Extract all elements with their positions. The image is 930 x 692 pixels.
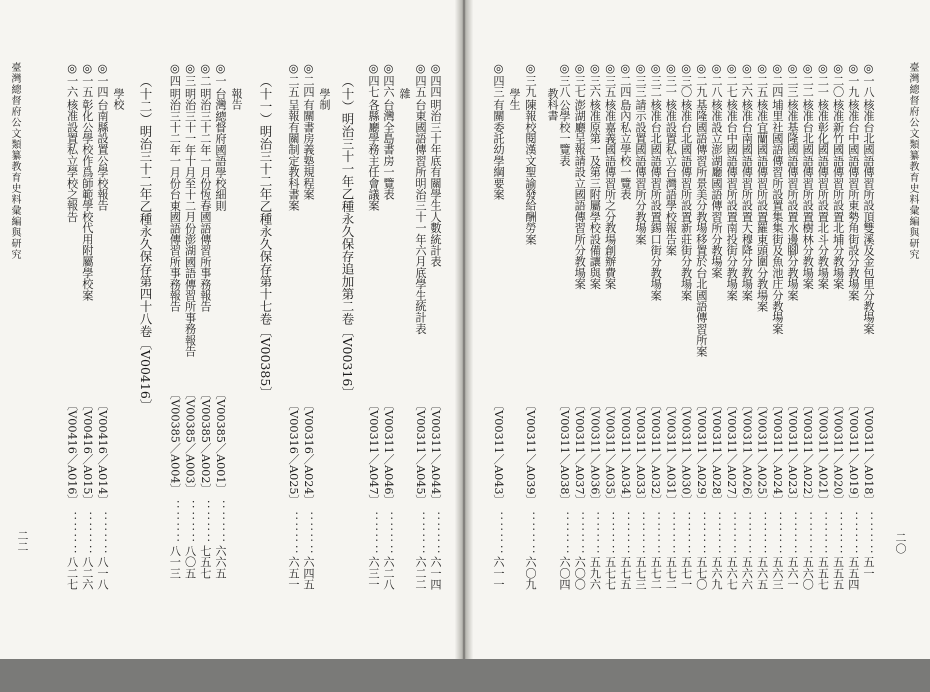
entry-code: 〔V00311／A032〕 xyxy=(649,399,663,507)
entry-code: 〔V00311／A025〕 xyxy=(755,399,769,507)
entry-number: ◎三八 xyxy=(558,62,571,98)
running-head-left: 臺灣總督府公文類纂教育史料彙編與研究 xyxy=(9,62,20,260)
volume-heading-10: （十）明治三十一年乙種永久保存追加第二卷〔V00316〕 xyxy=(340,75,355,399)
entry-page: ：：：：五一 xyxy=(862,511,875,579)
entry-title: 核准設立澎湖廳國語傳習所分教場案 xyxy=(710,99,723,279)
entry-page: ：：：：五七七 xyxy=(603,511,617,590)
entry-number: ◎二四 xyxy=(302,62,315,98)
entry-code: 〔V00311／A018〕 xyxy=(862,399,875,507)
entry-page: ：：：：六一四 xyxy=(429,511,442,590)
entry-number: ◎四六 xyxy=(382,62,395,98)
toc-entry xyxy=(382,62,394,692)
running-head-right: 臺灣總督府公文類纂教育史料彙編與研究 xyxy=(907,62,918,260)
entry-title: 台灣總督府國語學校細則 xyxy=(214,88,227,212)
toc-entry xyxy=(710,62,722,692)
section-heading-schools: 學校 xyxy=(112,88,125,110)
toc-entry xyxy=(756,62,768,692)
entry-code: 〔V00416／A014〕 xyxy=(96,399,109,507)
section-heading-textbooks: 教科書 xyxy=(546,88,559,121)
entry-number: ◎二 xyxy=(198,62,212,87)
entry-page: ：：：：五九六 xyxy=(588,511,602,590)
entry-code: 〔V00311／A029〕 xyxy=(694,399,708,507)
section-heading-school-system: 學制 xyxy=(318,88,331,110)
entry-number: ◎三 xyxy=(183,62,197,87)
entry-number: ◎四三 xyxy=(492,62,505,98)
toc-entry xyxy=(81,62,93,692)
entry-number: ◎一九 xyxy=(846,62,860,98)
entry-code: 〔V00311／A045〕 xyxy=(414,399,427,507)
entry-title: 明治三十二年一月份恆春國語傳習所事務報告 xyxy=(198,88,212,313)
entry-title: 核准台中國語傳習所設置南投街分教場案 xyxy=(725,99,739,302)
entry-number: ◎二五 xyxy=(755,62,769,98)
entry-page: ：：：：五六三 xyxy=(770,511,784,590)
entry-code: 〔V00311／A030〕 xyxy=(679,399,693,507)
entry-page: ：：：：六四五 xyxy=(302,511,315,590)
toc-entry xyxy=(740,62,752,692)
entry-number: ◎三六 xyxy=(588,62,602,98)
page-number-left: 二二 xyxy=(16,530,29,552)
entry-page: ：：：：八二六 xyxy=(80,511,94,590)
entry-code: 〔V00311／A033〕 xyxy=(634,399,647,507)
entry-code: 〔V00311／A031〕 xyxy=(664,399,678,507)
entry-title: 核准基隆國語傳習所設置水邊腳分教場案 xyxy=(786,99,799,302)
entry-number: ◎一四 xyxy=(96,62,109,98)
toc-entry xyxy=(664,62,676,692)
toc-entry xyxy=(771,62,783,692)
entry-number: ◎三七 xyxy=(573,62,587,98)
entry-number: ◎一八 xyxy=(862,62,875,98)
entry-page: ：：：：五五七 xyxy=(816,511,830,590)
entry-title: 島內私立學校一覽表 xyxy=(618,99,632,201)
entry-title: 核准台北國語傳習所設置樹林分教場案 xyxy=(801,99,815,290)
entry-code: 〔V00311／A019〕 xyxy=(846,399,860,507)
entry-code: 〔V00311／A039〕 xyxy=(524,399,537,507)
entry-number: ◎二四 xyxy=(618,62,632,98)
toc-entry xyxy=(558,62,570,692)
entry-page: ：：：：五六五 xyxy=(755,511,769,590)
entry-number: ◎四五 xyxy=(414,62,427,98)
entry-code: 〔V00311／A023〕 xyxy=(786,399,799,507)
toc-entry xyxy=(725,62,737,692)
entry-title: 核准宜蘭國語傳習所設置羅東頭圍分教場案 xyxy=(755,99,769,313)
entry-title: 埔里社國語傳習所設置集集街及魚池庄分教場案 xyxy=(770,99,784,335)
toc-entry xyxy=(367,62,379,692)
toc-entry xyxy=(847,62,859,692)
entry-code: 〔V00311／A038〕 xyxy=(558,399,571,507)
entry-number: ◎三九 xyxy=(524,62,537,98)
entry-page: ：：：：七五七 xyxy=(198,500,212,579)
entry-code: 〔V00311／A044〕 xyxy=(429,399,442,507)
toc-entry xyxy=(199,62,211,692)
toc-entry xyxy=(680,62,692,692)
volume-heading-12: （十二）明治三十二年乙種永久保存第四十八卷〔V00416〕 xyxy=(138,75,153,412)
entry-code: 〔V00311／A035〕 xyxy=(603,399,617,507)
entry-page: ：：：：八二七 xyxy=(65,511,79,590)
entry-title: 核准彰化國語傳習所設置北斗分教場案 xyxy=(816,99,830,290)
entry-number: ◎二七 xyxy=(725,62,739,98)
toc-entry xyxy=(287,62,299,692)
entry-number: ◎三三 xyxy=(634,62,647,98)
entry-title: 核准新竹國語傳習所設置北埔分教場案 xyxy=(831,99,845,290)
entry-title: 核准台北國語傳習所設置新莊街分教場案 xyxy=(679,99,693,302)
entry-title: 核准台北國語傳習所設頂雙溪及金包里分教場案 xyxy=(862,99,875,335)
toc-entry xyxy=(184,62,196,692)
entry-page: ：：：：六二二 xyxy=(414,511,427,590)
toc-entry xyxy=(96,62,108,692)
entry-code: 〔V00311／A036〕 xyxy=(588,399,602,507)
section-heading-misc: 雜 xyxy=(398,88,411,99)
entry-title: 核准台中國語傳習所東勢角街設分教場案 xyxy=(846,99,860,302)
entry-page: ：：：：五六〇 xyxy=(801,511,815,590)
toc-entry xyxy=(695,62,707,692)
entry-number: ◎二四 xyxy=(770,62,784,98)
entry-page: ：：：：八一八 xyxy=(96,511,109,590)
entry-code: 〔V00316／A024〕 xyxy=(302,399,315,507)
entry-title: 台灣全島書房一覽表 xyxy=(382,99,395,201)
toc-entry xyxy=(573,62,585,692)
toc-entry xyxy=(816,62,828,692)
entry-title: 明治三十年底有關學生人數統計表 xyxy=(429,99,442,268)
entry-title: 陳報校閱漢文聖諭發給酬勞案 xyxy=(524,99,537,246)
entry-code: 〔V00316／A025〕 xyxy=(287,399,300,507)
entry-number: ◎三二 xyxy=(649,62,663,98)
entry-number: ◎二二 xyxy=(801,62,815,98)
toc-entry xyxy=(168,62,180,692)
entry-page: ：：：：六〇九 xyxy=(524,511,537,590)
entry-title: 核准台南國語傳習所設置大穆降分教場案 xyxy=(740,99,754,302)
entry-title: 核准設置私立學校之報告 xyxy=(65,99,79,223)
entry-title: 彰化公學校作爲師範學校代用附屬學校案 xyxy=(80,99,94,302)
entry-page: ：：：：八一三 xyxy=(168,500,182,579)
toc-entry xyxy=(524,62,536,692)
entry-code: 〔V00311／A022〕 xyxy=(801,399,815,507)
entry-page: ：：：：五五四 xyxy=(846,511,860,590)
entry-title: 公學校一覽表 xyxy=(558,99,571,167)
toc-entry xyxy=(634,62,646,692)
entry-number: ◎一 xyxy=(214,62,227,87)
toc-entry xyxy=(619,62,631,692)
entry-code: 〔V00311／A028〕 xyxy=(710,399,723,507)
entry-title: 核准嘉義國語傳習所之分教場創辦費案 xyxy=(603,99,617,290)
entry-title: 核准台北國語傳習所設置錫口街分教場案 xyxy=(649,99,663,302)
entry-page: ：：：：六一一 xyxy=(492,511,505,590)
entry-code: 〔V00385／A004〕 xyxy=(168,388,182,495)
entry-title: 核准設置私立台灣語學校報告案 xyxy=(664,99,678,257)
page-number-right: 二〇 xyxy=(894,532,907,554)
entry-page: ：：：：六〇四 xyxy=(558,511,571,590)
entry-number: ◎二八 xyxy=(710,62,723,98)
entry-number: ◎四 xyxy=(168,62,182,87)
entry-title: 澎湖廳呈報請設立國語傳習所分教場案 xyxy=(573,99,587,290)
entry-number: ◎二六 xyxy=(740,62,754,98)
entry-number: ◎二九 xyxy=(694,62,708,98)
entry-page: ：：：：八〇五 xyxy=(183,500,197,579)
entry-page: ：：：：六五一 xyxy=(287,511,300,590)
toc-entry xyxy=(66,62,78,692)
entry-title: 明治三十二年一月份台東國語傳習所事務報告 xyxy=(168,88,182,313)
entry-code: 〔V00416／A015〕 xyxy=(80,399,94,507)
entry-page: ：：：：五七二 xyxy=(664,511,678,590)
entry-number: ◎二五 xyxy=(287,62,300,98)
entry-code: 〔V00311／A021〕 xyxy=(816,399,830,507)
entry-page: ：：：：五七三 xyxy=(634,511,647,590)
entry-page: ：：：：六二八 xyxy=(382,511,395,590)
entry-number: ◎三一 xyxy=(664,62,678,98)
toc-entry xyxy=(801,62,813,692)
entry-code: 〔V00311／A047〕 xyxy=(367,399,380,507)
entry-title: 呈報有關制定教科書案 xyxy=(287,99,300,212)
entry-page: ：：：：五七〇 xyxy=(694,511,708,590)
entry-title: 明治三十一年十月至十二月份澎湖國語傳習所事務報告 xyxy=(183,88,197,358)
entry-page: ：：：：六三一 xyxy=(367,511,380,590)
entry-page: ：：：：五五五 xyxy=(831,511,845,590)
toc-entry xyxy=(492,62,504,692)
entry-title: 台南縣設置公學校報告 xyxy=(96,99,109,212)
entry-code: 〔V00416／A016〕 xyxy=(65,399,79,507)
entry-code: 〔V00311／A024〕 xyxy=(770,399,784,507)
entry-code: 〔V00311／A037〕 xyxy=(573,399,587,507)
entry-title: 有關書房義塾規程案 xyxy=(302,99,315,201)
entry-page: ：：：：六六五 xyxy=(214,500,227,579)
toc-entry xyxy=(429,62,441,692)
toc-entry xyxy=(786,62,798,692)
entry-title: 台東國語傳習所明治三十一年六月底學生統計表 xyxy=(414,99,427,335)
toc-entry xyxy=(214,62,226,692)
entry-number: ◎二〇 xyxy=(831,62,845,98)
entry-number: ◎二三 xyxy=(786,62,799,98)
entry-code: 〔V00311／A020〕 xyxy=(831,399,845,507)
section-heading-reports: 報告 xyxy=(230,88,243,110)
entry-code: 〔V00385／A003〕 xyxy=(183,388,197,495)
entry-code: 〔V00311／A034〕 xyxy=(618,399,632,507)
toc-entry xyxy=(649,62,661,692)
entry-page: ：：：：五六六 xyxy=(740,511,754,590)
toc-entry xyxy=(604,62,616,692)
entry-code: 〔V00385／A002〕 xyxy=(198,388,212,495)
toc-entry xyxy=(302,62,314,692)
toc-entry xyxy=(414,62,426,692)
entry-page: ：：：：五七五 xyxy=(618,511,632,590)
entry-code: 〔V00385／A001〕 xyxy=(214,388,227,495)
entry-page: ：：：：五六九 xyxy=(710,511,723,590)
entry-page: ：：：：五六七 xyxy=(725,511,739,590)
toc-entry xyxy=(588,62,600,692)
entry-page: ：：：：五七一 xyxy=(679,511,693,590)
entry-code: 〔V00311／A026〕 xyxy=(740,399,754,507)
toc-entry xyxy=(862,62,874,692)
entry-title: 請示設置國語傳習所分教場案 xyxy=(634,99,647,246)
entry-title: 核准原第一及第三附屬學校設備讓與案 xyxy=(588,99,602,290)
book-gutter xyxy=(455,0,473,659)
entry-number: ◎二一 xyxy=(816,62,830,98)
entry-number: ◎三五 xyxy=(603,62,617,98)
entry-number: ◎四七 xyxy=(367,62,380,98)
entry-page: ：：：：五七二 xyxy=(649,511,663,590)
volume-heading-11: （十一）明治三十二年乙種永久保存第十七卷〔V00385〕 xyxy=(258,75,273,399)
entry-number: ◎一六 xyxy=(65,62,79,98)
entry-title: 有關委託幼學綱要案 xyxy=(492,99,505,201)
entry-title: 各縣廳學務主任會議案 xyxy=(367,99,380,212)
section-heading-students: 學生 xyxy=(508,88,521,110)
entry-code: 〔V00311／A027〕 xyxy=(725,399,739,507)
entry-title: 基隆國語傳習所景美分教場移置於台北國語傳習所案 xyxy=(694,99,708,358)
entry-code: 〔V00311／A046〕 xyxy=(382,399,395,507)
entry-code: 〔V00311／A043〕 xyxy=(492,399,505,507)
entry-number: ◎一五 xyxy=(80,62,94,98)
entry-number: ◎四四 xyxy=(429,62,442,98)
entry-page: ：：：：六〇〇 xyxy=(573,511,587,590)
entry-number: ◎三〇 xyxy=(679,62,693,98)
entry-page: ：：：：五六一 xyxy=(786,511,799,590)
toc-entry xyxy=(832,62,844,692)
